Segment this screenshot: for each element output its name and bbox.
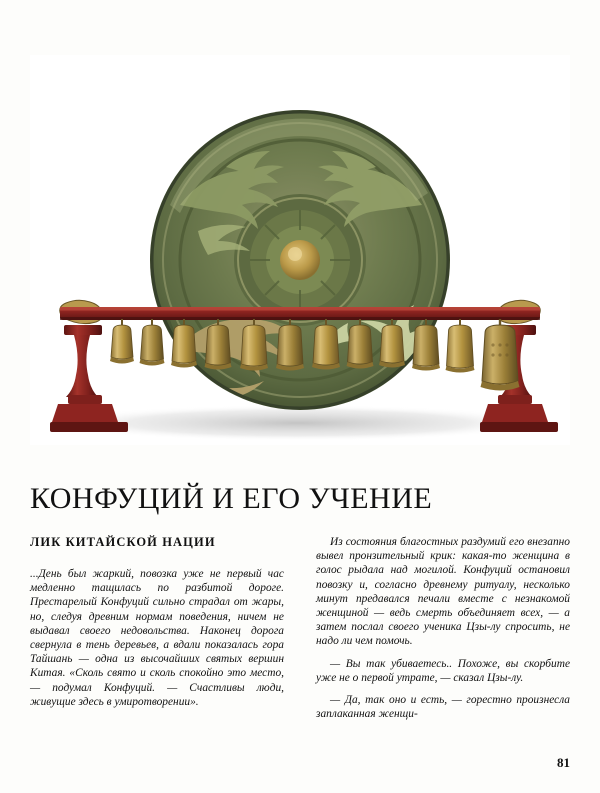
section-heading: ЛИК КИТАЙСКОЙ НАЦИИ <box>30 535 216 549</box>
column-left <box>30 535 284 717</box>
page-title: КОНФУЦИЙ И ЕГО УЧЕНИЕ <box>30 482 433 516</box>
crossbar <box>60 307 540 320</box>
paragraph: ...День был жаркий, повозка уже не первый час медленно тащилась по разбитой дороге. Престарелый Конфуций сильно страдал от жары, но, следуя древним нормам поведения, ничем не выдавал своего недовольства. Наконец дорога свернула в тень деревьев, а вдали показалась гора Тайшань — одна из высочайших святых вершин Китая. «Сколь свято и сколь спокойно это место, — подумал Конфуций. — Счастливы люди, живущие здесь в умиротворении». <box>30 568 284 708</box>
column-right <box>316 535 570 729</box>
page-number: 81 <box>557 755 570 770</box>
artwork-svg <box>30 55 570 445</box>
paragraph: Из состояния благостных раздумий его внезапно вывел пронзительный крик: какая-то женщина в голос рыдала над могилой. Конфуций остановил повозку и, согласно древнему ритуалу, несколько минут предавался печали вместе с незнакомой женщиной — ведь смерть объединяет всех, — а затем послал своего ученика Цзы-лу спросить, не надо ли чем помочь. <box>316 536 570 648</box>
illustration-canvas <box>30 55 570 445</box>
illustration-bronze-bells <box>30 55 570 445</box>
paragraph: — Вы так убиваетесь.. Похоже, вы скорбите уже не о первой утрате, — сказал Цзы-лу. <box>316 657 570 684</box>
text-columns <box>30 535 570 750</box>
paragraph: — Да, так оно и есть, — горестно произнесла заплаканная женщи- <box>316 694 570 721</box>
